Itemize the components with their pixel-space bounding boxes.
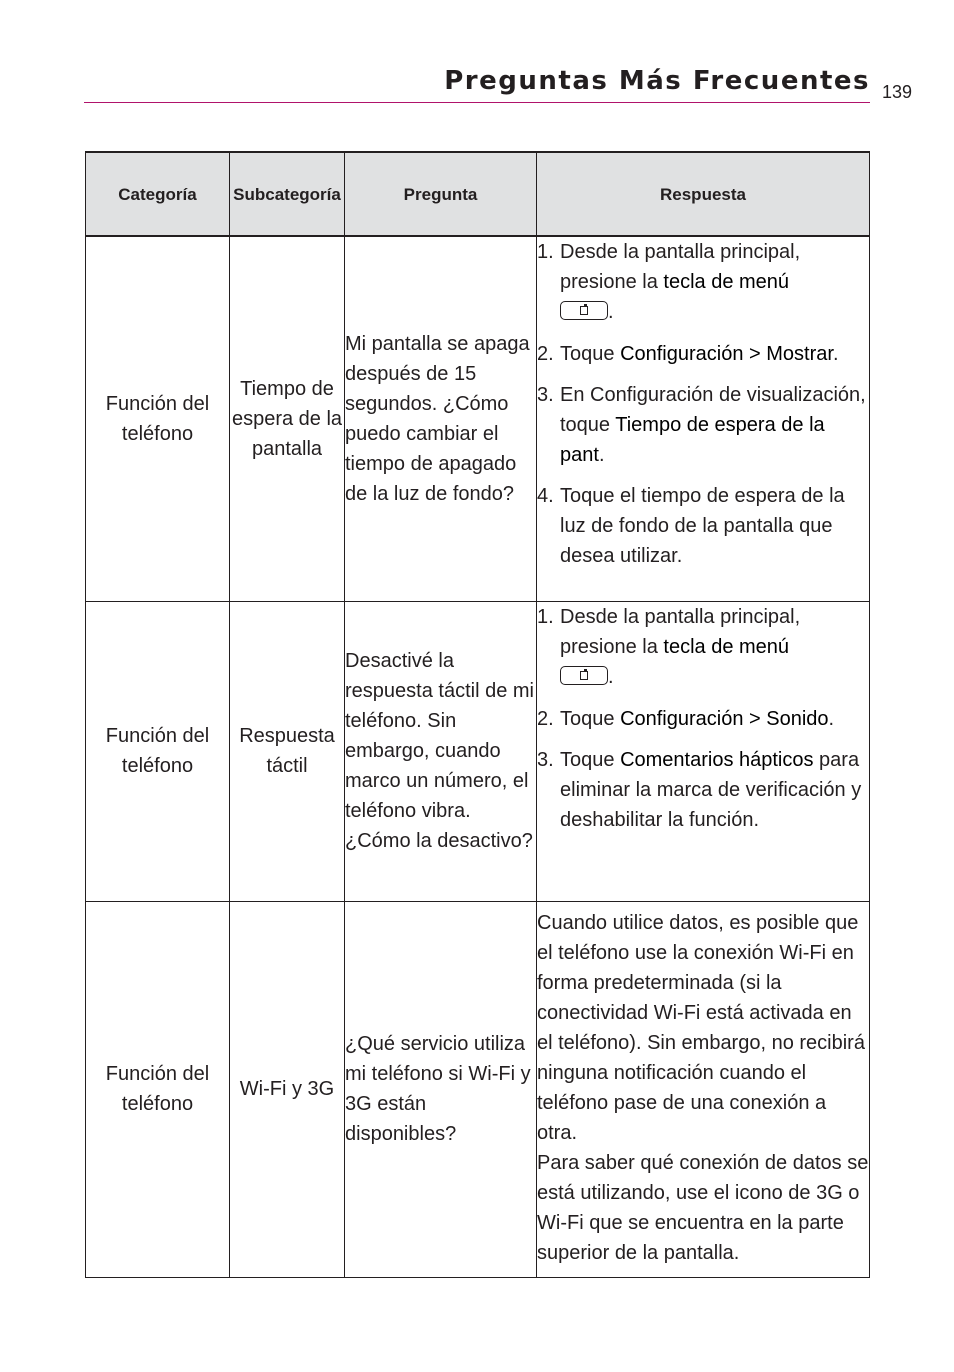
answer-cell: [537, 901, 870, 1277]
step-number: 1.: [537, 241, 554, 263]
step-number: 4.: [537, 485, 554, 508]
question-cell: Mi pantalla se apaga después de 15 segundos. ¿Cómo puedo cambiar el tiempo de apagado de la luz de fondo?: [345, 236, 537, 601]
answer-step: [537, 237, 869, 328]
answer-paragraph: Para saber qué conexión de datos se está utilizando, use el icono de 3G o Wi-Fi que se encuentra en la parte superior de la pantalla.: [537, 1151, 869, 1264]
table-header-row: [86, 152, 870, 236]
step-text: Toque: [560, 707, 621, 730]
step-suffix: .: [832, 343, 839, 366]
step-text: Toque el tiempo de espera de la luz de fondo de la pantalla que desea utilizar.: [560, 485, 845, 568]
step-text: En Configuración de visualización, toque: [560, 384, 866, 437]
column-header-subcategory: [230, 152, 345, 236]
step-highlight: Tiempo de espera de la pant: [560, 414, 825, 467]
answer-step: [537, 481, 869, 571]
step-text: Desde la pantalla principal, presione la: [560, 605, 801, 658]
header-rule: [84, 102, 870, 103]
step-highlight: Comentarios hápticos: [620, 748, 814, 771]
table-row: [86, 236, 870, 601]
menu-key-icon: [560, 666, 608, 685]
subcategory-cell: Wi-Fi y 3G: [230, 901, 345, 1277]
menu-key-icon: [560, 301, 608, 320]
step-number: 2.: [537, 343, 554, 366]
step-number: 3.: [537, 748, 554, 771]
step-text: Toque: [560, 343, 621, 366]
answer-steps: [537, 602, 869, 835]
question-cell: Desactivé la respuesta táctil de mi teléfono. Sin embargo, cuando marco un número, el teléfono vibra. ¿Cómo la desactivo?: [345, 601, 537, 901]
answer-step: [537, 380, 869, 470]
question-cell: ¿Qué servicio utiliza mi teléfono si Wi-Fi y 3G están disponibles?: [345, 901, 537, 1277]
step-highlight: Configuración > Sonido: [620, 707, 829, 730]
step-suffix: .: [598, 444, 605, 467]
answer-step: [537, 704, 869, 734]
answer-cell: [537, 236, 870, 601]
category-cell: Función del teléfono: [86, 236, 230, 601]
faq-table: [85, 151, 870, 1278]
step-text: Toque: [560, 748, 621, 771]
step-highlight: tecla de menú: [663, 271, 790, 293]
column-header-answer: Respuesta: [537, 152, 870, 236]
page-title: Preguntas Más Frecuentes: [444, 66, 870, 96]
table-row: [86, 601, 870, 901]
category-cell: Función del teléfono: [86, 901, 230, 1277]
column-header-subcategory-label: Subcategoría: [233, 184, 341, 204]
answer-step: [537, 339, 869, 369]
step-highlight: Configuración > Mostrar: [620, 343, 833, 366]
table-row: [86, 901, 870, 1277]
column-header-question: Pregunta: [345, 152, 537, 236]
step-number: 2.: [537, 707, 554, 730]
step-text: Desde la pantalla principal, presione la: [560, 241, 801, 293]
subcategory-cell: Respuesta táctil: [230, 601, 345, 901]
column-header-category: Categoría: [86, 152, 230, 236]
page-number: 139: [882, 82, 913, 102]
step-highlight: tecla de menú: [663, 635, 790, 658]
answer-step: [537, 602, 869, 693]
answer-steps: [537, 237, 869, 571]
subcategory-cell: Tiempo de espera de la pantalla: [230, 236, 345, 601]
step-suffix: .: [608, 301, 614, 323]
answer-cell: [537, 601, 870, 901]
step-suffix: para eliminar la marca de verificación y deshabilitar la función.: [560, 748, 862, 831]
category-cell: Función del teléfono: [86, 601, 230, 901]
step-number: 3.: [537, 384, 554, 407]
answer-paragraph: Cuando utilice datos, es posible que el teléfono use la conexión Wi-Fi en forma predeterminada (si la conectividad Wi-Fi está activada en el teléfono). Sin embargo, no recibirá ninguna notificación cuando el teléfono pase de una conexión a otra.: [537, 911, 865, 1144]
step-suffix: .: [828, 707, 835, 730]
step-suffix: .: [608, 665, 614, 688]
answer-step: [537, 745, 869, 835]
step-number: 1.: [537, 605, 554, 628]
